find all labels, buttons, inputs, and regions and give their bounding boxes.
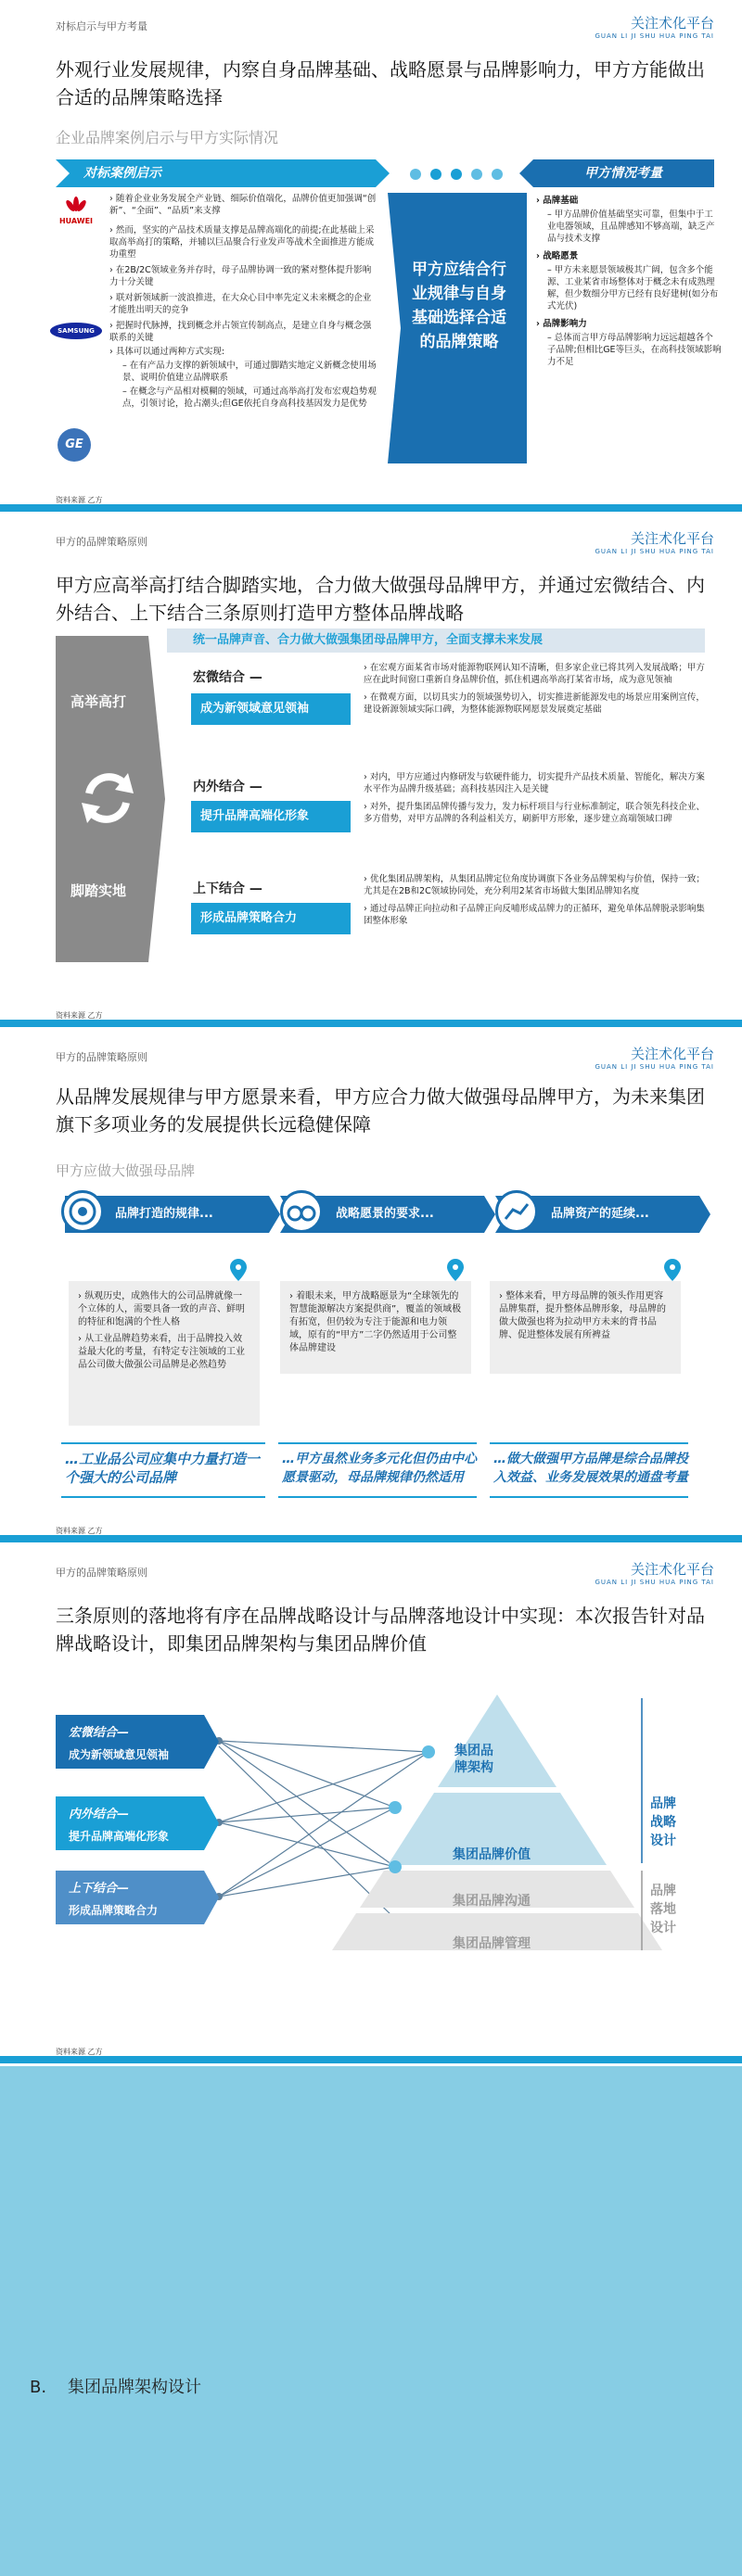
- page-title: 外观行业发展规律，内察自身品牌基础、战略愿景与品牌影响力，甲方方能做出合适的品牌策略选择: [56, 58, 705, 108]
- footer-bar: [0, 2056, 742, 2063]
- brand-logo: 关注术化平台 GUAN LI JI SHU HUA PING TAI: [595, 1046, 714, 1071]
- pyramid-level-3: 集团品牌沟通: [453, 1894, 531, 1909]
- row-pill-2: 提升品牌高端化形象: [191, 801, 351, 832]
- row-text-3: › 优化集团品牌架构，从集团品牌定位角度协调旗下各业务品牌架构与价值，保持一致；尤其是在2B和2C领域协同处，充分利用2某省市场做大集团品牌知名度 › 通过母品牌正向拉动和子品牌正向反哺形成品牌力的正循环，避免单体品牌脱录影响集团整体形象: [364, 874, 705, 926]
- page-subtitle: 甲方应做大做强母品牌: [56, 1162, 196, 1179]
- left-bullets: › 随着企业业务发展全产业链、细际价值端化，品牌价值更加强调“创新”、“全面”、“品质”来支撑 › 然而，坚实的产品技术质量支撑是品牌高端化的前提;在此基础上采取高举高打的策略，并辅以巨品聚合行业发声等战术全面推进方能成功重塑 › 在2B/2C领域业务并存时，母子品牌协调一致的紧对整体提升影响力十分关键 › 联对新领域新一波浪推进，在大众心目中率先定义未来概念的企业才能胜出明天的竞争 › 把握时代脉搏，找到概念并占领宣传制高点，是建立自身与概念强联系的关键 › 具体可以通过两种方式实现: – 在有产品力支撑的新领域中，可通过脚踏实地定义新概念使用场景、说明价值建立品牌联系 – 在概念与产品相对模糊的领域，可通过高举高打发布宏观趋势观点，引领讨论，抢占潮头;但GE依托自身高科技基因发力是优势: [109, 194, 377, 409]
- chip-2: 内外结合— 提升品牌高端化形象: [56, 1796, 219, 1850]
- strategy-column: 高举高打 脚踏实地: [56, 636, 165, 962]
- section-label: 对标启示与甲方考量: [56, 20, 147, 32]
- source-note: 资料来源 乙方: [56, 2048, 103, 2056]
- pyramid-level-1: 集团品牌架构: [454, 1744, 493, 1775]
- reason-box-3: › 整体来看，甲方母品牌的领头作用更容品牌集群，提升整体品牌形象，母品牌的做大做强也将为拉动甲方未来的背书品牌、促进整体发展有所裨益: [490, 1281, 681, 1374]
- brand-logo: 关注术化平台 GUAN LI JI SHU HUA PING TAI: [595, 15, 714, 40]
- page-subtitle: 企业品牌案例启示与甲方实际情况: [56, 129, 279, 146]
- slide-4: [0, 1546, 742, 2065]
- page-title: 从品牌发展规律与甲方愿景来看，甲方应合力做大做强母品牌甲方，为未来集团旗下多项业务的发展提供长远稳健保障: [56, 1085, 705, 1136]
- target-icon: [61, 1190, 104, 1233]
- left-header-arrow: 对标案例启示: [56, 159, 390, 187]
- center-conclusion: 甲方应结合行业规律与自身基础选择合适的品牌策略: [388, 193, 527, 463]
- slide-3: [0, 1031, 742, 1542]
- section-cover-title: B. 集团品牌架构设计: [30, 2378, 201, 2397]
- row-text-2: › 对内，甲方应通过内修研发与软硬件能力，切实提升产品技术质量、智能化，解决方案水平作为品牌升级基础；高科技基因注入是关键 › 对外，提升集团品牌传播与发力，发力标杆项目与行业标准制定，联合领先科技企业、多方借势，对甲方品牌的各利益相关方，刷新甲方形象，逐步建立高端领域口碑: [364, 772, 705, 824]
- chevron-3: 品牌资产的延续...: [495, 1196, 710, 1233]
- chip-1: 宏微结合— 成为新领域意见领袖: [56, 1715, 219, 1769]
- slide-1: [0, 0, 742, 512]
- page-title: 三条原则的落地将有序在品牌战略设计与品牌落地设计中实现：本次报告针对品牌战略设计，即集团品牌架构与集团品牌价值: [56, 1605, 705, 1655]
- conclusion-2: …甲方虽然业务多元化但仍由中心愿景驱动，母品牌规律仍然适用: [282, 1452, 477, 1485]
- row-label-3: 上下结合 —: [193, 882, 262, 896]
- chevron-2: 战略愿景的要求...: [280, 1196, 495, 1233]
- chip-3: 上下结合— 形成品牌策略合力: [56, 1871, 219, 1924]
- footer-bar: [0, 1020, 742, 1027]
- section-label: 甲方的品牌策略原则: [56, 536, 147, 548]
- row-label-2: 内外结合 —: [193, 780, 262, 794]
- right-considerations: › 品牌基础 – 甲方品牌价值基础坚实可靠，但集中于工业电器领域，且品牌感知不够高端，缺乏产品与技术支撑 › 战略愿景 – 甲方未来愿景领域极其广阔，包含多个能源、工业某省市场整体对于概念未有成熟理解，但少数细分甲方已经有良好建树(如分布式光伏) › 品牌影响力 – 总体而言甲方母品牌影响力远远超越各个子品牌;但相比GE等巨头，在高科技领域影响力不足: [536, 196, 722, 367]
- footer-bar: [0, 1535, 742, 1542]
- cycle-arrows-icon: [80, 766, 135, 831]
- side-label-strategy: 品牌战略设计: [650, 1796, 676, 1848]
- section-cover: [0, 2066, 742, 2576]
- side-label-landing: 品牌落地设计: [650, 1884, 676, 1935]
- source-note: 资料来源 乙方: [56, 496, 103, 504]
- slide-2: [0, 515, 742, 1027]
- right-header-arrow: 甲方情况考量: [519, 159, 714, 187]
- row-text-1: › 在宏观方面某省市场对能源物联网认知不清晰，但多家企业已将其列入发展战略；甲方应在此时间窗口重新自身品牌价值，抓住机遇高举高打某省市场，成为意见领袖 › 在微观方面，以切具实力的领域强势切入，切实推进新能源发电的场景应用案例宣传，建设新源领域实际口碑，为整体能源物联网愿景发展奠定基础: [364, 663, 705, 715]
- source-note: 资料来源 乙方: [56, 1011, 103, 1020]
- section-label: 甲方的品牌策略原则: [56, 1051, 147, 1063]
- pyramid-level-2: 集团品牌价值: [453, 1847, 531, 1862]
- pin-icon: [447, 1259, 464, 1281]
- progress-dots: [408, 167, 510, 182]
- row-label-1: 宏微结合 —: [193, 670, 262, 685]
- conclusion-3: …做大做强甲方品牌是综合品牌投入效益、业务发展效果的通盘考量: [493, 1452, 688, 1485]
- footer-bar: [0, 504, 742, 512]
- banner: 统一品牌声音、合力做大做强集团母品牌甲方，全面支撑未来发展: [167, 628, 705, 653]
- huawei-logo: HUAWEI: [58, 197, 95, 225]
- reason-box-2: › 着眼未来，甲方战略愿景为“全球领先的智慧能源解决方案提供商”，覆盖的领域极有拓宽，但仍较为专注于能源和电力领域，原有的“甲方”二字仍然适用于公司整体品牌建设: [280, 1281, 471, 1374]
- samsung-logo: SAMSUNG: [50, 323, 102, 339]
- page-title: 甲方应高举高打结合脚踏实地，合力做大做强母品牌甲方，并通过宏微结合、内外结合、上下结合三条原则打造甲方整体品牌战略: [56, 574, 705, 624]
- conclusion-1: …工业品公司应集中力量打造一个强大的公司品牌: [65, 1451, 261, 1486]
- source-note: 资料来源 乙方: [56, 1527, 103, 1535]
- pin-icon: [664, 1259, 681, 1281]
- reason-box-1: › 纵观历史，成熟伟大的公司品牌就像一个立体的人，需要具备一致的声音、鲜明的特征和饱满的个性人格 › 从工业品牌趋势来看，出于品牌投入效益最大化的考量，有特定专注领域的工业品公司做大做强公司品牌是必然趋势: [69, 1281, 260, 1426]
- chevron-1: 品牌打造的规律...: [65, 1196, 280, 1233]
- pyramid-level-4: 集团品牌管理: [453, 1936, 531, 1951]
- ge-logo: GE: [58, 428, 91, 462]
- brand-logo: 关注术化平台 GUAN LI JI SHU HUA PING TAI: [595, 1561, 714, 1586]
- growth-chart-icon: [495, 1190, 538, 1233]
- brand-logo: 关注术化平台 GUAN LI JI SHU HUA PING TAI: [595, 530, 714, 555]
- binoculars-icon: [280, 1190, 323, 1233]
- row-pill-3: 形成品牌策略合力: [191, 903, 351, 934]
- row-pill-1: 成为新领域意见领袖: [191, 693, 351, 725]
- pin-icon: [230, 1259, 247, 1281]
- section-label: 甲方的品牌策略原则: [56, 1567, 147, 1579]
